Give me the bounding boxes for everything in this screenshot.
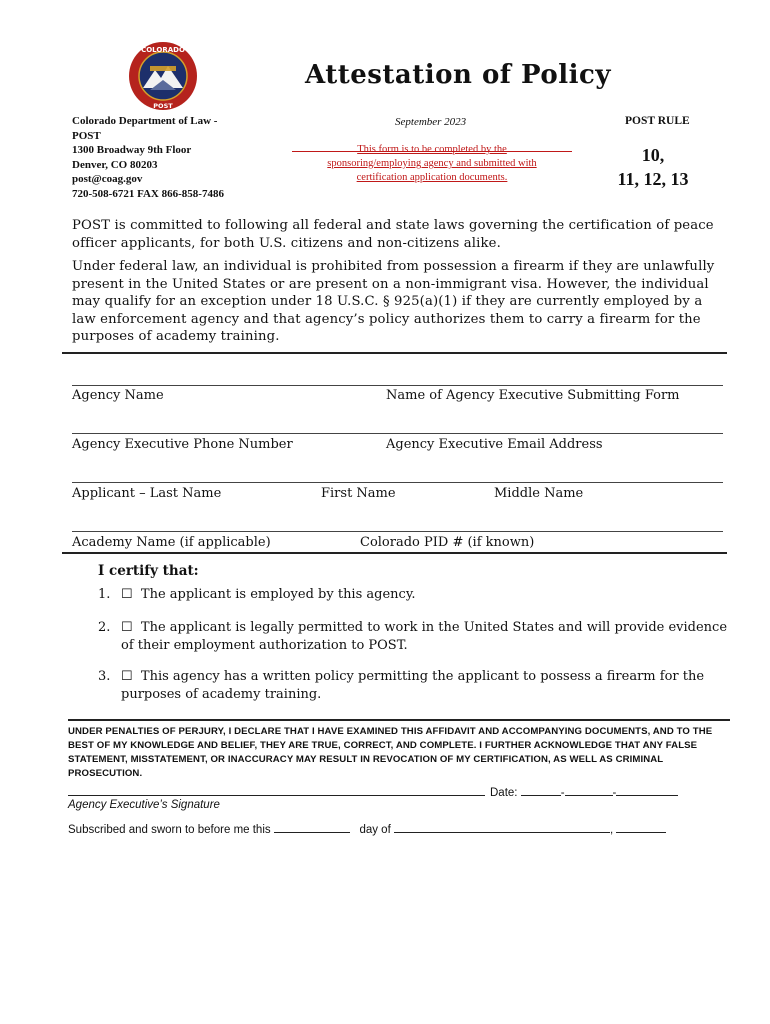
post-rule-numbers <box>598 143 708 191</box>
subscribed-label: Subscribed and sworn to before me this <box>68 824 271 836</box>
rule-number-line: 11, 12, 13 <box>617 169 689 189</box>
certify-item-2 <box>98 619 738 659</box>
name-row-input-line[interactable] <box>72 482 723 483</box>
item-number: 2. <box>98 620 111 635</box>
colorado-post-seal <box>128 40 198 112</box>
item-text: The applicant is employed by this agency. <box>140 587 416 602</box>
certify-item-1 <box>98 586 738 606</box>
agency-name-label: Agency Name <box>72 388 164 403</box>
agency-executive-name-label: Name of Agency Executive Submitting Form <box>386 388 680 403</box>
item-number: 1. <box>98 587 111 602</box>
signature-label: Agency Executive’s Signature <box>68 799 220 811</box>
address-line: 1300 Broadway 9th Floor <box>72 144 192 156</box>
seal-bottom-text: POST <box>153 102 173 110</box>
address-email[interactable]: post@coag.gov <box>72 173 143 185</box>
checkbox-icon[interactable]: ☐ <box>121 587 133 602</box>
date-month-field[interactable] <box>521 785 561 796</box>
day-of-label: day of <box>359 824 391 836</box>
agency-row-input-line[interactable] <box>72 385 723 386</box>
date-day-field[interactable] <box>565 785 613 796</box>
checkbox-icon[interactable]: ☐ <box>121 669 133 684</box>
phone-label: Agency Executive Phone Number <box>72 437 293 452</box>
rule-number-line: 10, <box>641 145 665 165</box>
date-label: Date: <box>490 787 518 799</box>
item-text: This agency has a written policy permitting the applicant to possess a firearm for the purposes of academy training. <box>121 669 705 702</box>
signature-date: Date: - - <box>490 785 678 799</box>
notary-day-field[interactable] <box>274 822 350 833</box>
certify-title: I certify that: <box>98 563 199 579</box>
address-phone-fax: 720-508-6721 FAX 866-858-7486 <box>72 187 224 200</box>
intro-paragraph-1: POST is committed to following all federal and state laws governing the certification of peace officer applicants, for both U.S. citizens and non-citizens alike. <box>72 218 714 251</box>
seal-top-text: COLORADO <box>141 46 185 54</box>
notice-line: This form is to be completed by the <box>357 144 507 155</box>
intro-paragraph-2: Under federal law, an individual is prohibited from possession a firearm if they are unlawfully present in the United States or are present on a non-immigrant visa. However, the individual may qualify for an exception under 18 U.S.C. § 925(a)(1) if they are currently employed by a law enforcement agency and that agency’s policy authorizes them to carry a firearm for the purposes of academy training. <box>72 259 715 344</box>
agency-address-block <box>72 114 224 201</box>
middle-name-label: Middle Name <box>494 486 584 501</box>
page-title: Attestation of Policy <box>305 60 611 90</box>
address-line: POST <box>72 129 101 142</box>
section-divider <box>62 552 727 554</box>
section-divider <box>62 352 727 354</box>
notary-month-field[interactable] <box>394 822 610 833</box>
certify-item-3 <box>98 668 738 708</box>
item-text: The applicant is legally permitted to work in the United States and will provide evidence of their employment authorization to POST. <box>121 620 728 653</box>
form-date: September 2023 <box>395 116 467 128</box>
pid-label: Colorado PID # (if known) <box>360 535 535 550</box>
academy-name-label: Academy Name (if applicable) <box>72 535 271 550</box>
notice-rule <box>292 151 572 152</box>
notary-year-field[interactable] <box>616 822 666 833</box>
notary-line: Subscribed and sworn to before me this day of , <box>68 822 666 836</box>
email-label: Agency Executive Email Address <box>386 437 603 452</box>
item-number: 3. <box>98 669 111 684</box>
completion-notice <box>292 143 572 185</box>
first-name-label: First Name <box>321 486 396 501</box>
last-name-label: Applicant – Last Name <box>72 486 222 501</box>
checkbox-icon[interactable]: ☐ <box>121 620 133 635</box>
perjury-statement: UNDER PENALTIES OF PERJURY, I DECLARE THAT I HAVE EXAMINED THIS AFFIDAVIT AND ACCOMPANYING DOCUMENTS, AND TO THE BEST OF MY KNOWLEDGE AND BELIEF, THEY ARE TRUE, CORRECT, AND COMPLETE. I FURTHER ACKNOWLEDGE THAT ANY FALSE STATEMENT, MISSTATEMENT, OR INACCURACY MAY RESULT IN REVOCATION OF MY CERTIFICATION, AS WELL AS CRIMINAL PROSECUTION. <box>68 726 713 779</box>
signature-input-line[interactable] <box>68 795 485 796</box>
academy-row-input-line[interactable] <box>72 531 723 532</box>
post-rule-label: POST RULE <box>625 115 690 127</box>
date-year-field[interactable] <box>616 785 678 796</box>
address-line: Denver, CO 80203 <box>72 158 158 171</box>
notice-line: sponsoring/employing agency and submitted with <box>327 158 537 169</box>
address-line: Colorado Department of Law - <box>72 115 218 127</box>
contact-row-input-line[interactable] <box>72 433 723 434</box>
notice-line: certification application documents. <box>356 172 508 183</box>
section-divider <box>68 719 730 721</box>
